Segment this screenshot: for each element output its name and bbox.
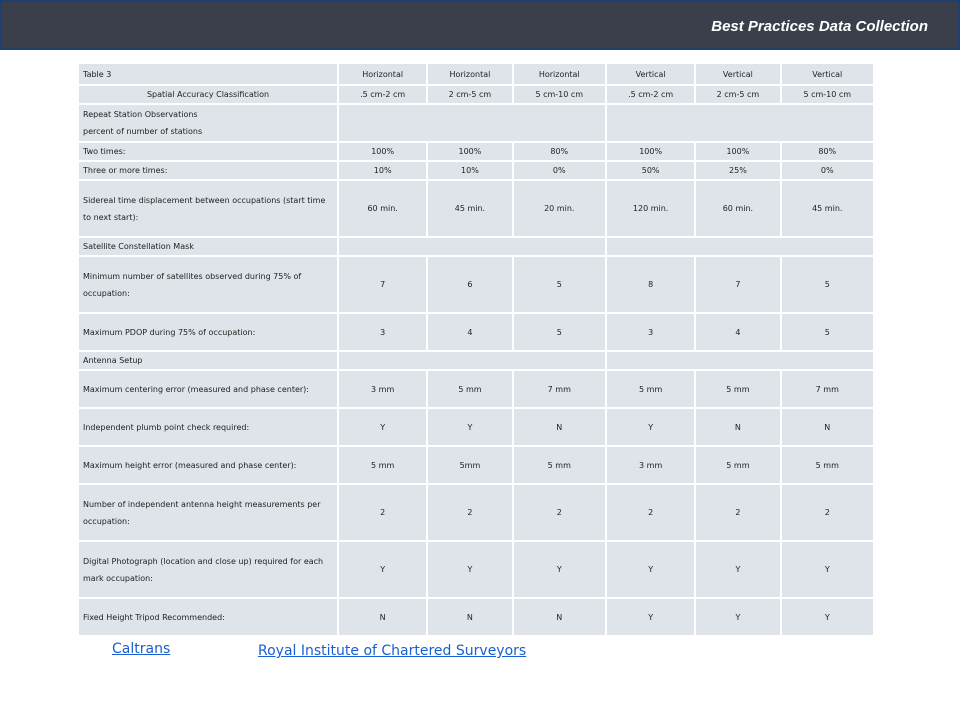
table-cell: 5 xyxy=(513,313,606,351)
table-cell: 7 mm xyxy=(513,370,606,408)
table-cell xyxy=(606,237,874,256)
table-header-row xyxy=(78,63,874,85)
table-cell: Sidereal time displacement between occupations (start time to next start): xyxy=(78,180,338,237)
rics-link[interactable]: Royal Institute of Chartered Surveyors xyxy=(258,643,527,659)
table-cell: 5 mm xyxy=(513,446,606,484)
table-row xyxy=(78,541,874,598)
table-cell: 7 xyxy=(695,256,780,313)
table-cell: Table 3 xyxy=(78,63,338,85)
table-cell: 3 xyxy=(606,313,695,351)
table-cell: 5 mm xyxy=(695,370,780,408)
table-cell: 100% xyxy=(427,142,512,161)
table-cell: 0% xyxy=(513,161,606,180)
table-cell: N xyxy=(695,408,780,446)
table-cell: 6 xyxy=(427,256,512,313)
table-cell: Y xyxy=(695,541,780,598)
table-cell: Digital Photograph (location and close up) required for each mark occupation: xyxy=(78,541,338,598)
data-table xyxy=(77,62,875,637)
table-cell: 5 mm xyxy=(781,446,874,484)
table-cell: 5 mm xyxy=(427,370,512,408)
table-cell: Maximum PDOP during 75% of occupation: xyxy=(78,313,338,351)
table-row xyxy=(78,598,874,636)
table-cell: N xyxy=(513,598,606,636)
table-row xyxy=(78,142,874,161)
section-title: Antenna Setup xyxy=(78,351,338,370)
table-cell: Horizontal xyxy=(427,63,512,85)
table-cell: Horizontal xyxy=(338,63,427,85)
table-cell: Y xyxy=(338,541,427,598)
table-cell: 60 min. xyxy=(338,180,427,237)
table-header-row xyxy=(78,85,874,104)
table-cell: Vertical xyxy=(781,63,874,85)
table-cell: Number of independent antenna height measurements per occupation: xyxy=(78,484,338,541)
table-cell: 2 xyxy=(338,484,427,541)
table-cell: 2 cm-5 cm xyxy=(427,85,512,104)
table-cell: Fixed Height Tripod Recommended: xyxy=(78,598,338,636)
table-cell: 2 xyxy=(427,484,512,541)
table-cell: 7 xyxy=(338,256,427,313)
table-cell: 2 xyxy=(781,484,874,541)
table-cell xyxy=(338,237,606,256)
table-cell: 2 xyxy=(695,484,780,541)
table-cell xyxy=(338,351,606,370)
table-cell: 20 min. xyxy=(513,180,606,237)
table-cell: 4 xyxy=(427,313,512,351)
table-cell: 8 xyxy=(606,256,695,313)
table-cell: 5 xyxy=(781,313,874,351)
table-cell: 5 mm xyxy=(695,446,780,484)
table-cell: 3 xyxy=(338,313,427,351)
table-cell: Minimum number of satellites observed during 75% of occupation: xyxy=(78,256,338,313)
table-cell: Maximum centering error (measured and phase center): xyxy=(78,370,338,408)
section-row xyxy=(78,104,874,142)
table-row xyxy=(78,180,874,237)
header-title: Best Practices Data Collection xyxy=(711,18,928,35)
table-cell: Independent plumb point check required: xyxy=(78,408,338,446)
table-cell: 100% xyxy=(338,142,427,161)
table-cell: Maximum height error (measured and phase center): xyxy=(78,446,338,484)
table-cell: 10% xyxy=(338,161,427,180)
table-cell: N xyxy=(781,408,874,446)
caltrans-link[interactable]: Caltrans xyxy=(112,641,171,657)
table-cell: 25% xyxy=(695,161,780,180)
table-row xyxy=(78,256,874,313)
table-cell: Y xyxy=(695,598,780,636)
table-cell: 5 xyxy=(513,256,606,313)
table-cell: Y xyxy=(781,541,874,598)
table-cell: 100% xyxy=(606,142,695,161)
section-row xyxy=(78,351,874,370)
table-cell: Three or more times: xyxy=(78,161,338,180)
table-cell: Y xyxy=(427,408,512,446)
table-cell: 2 xyxy=(606,484,695,541)
table-cell: 60 min. xyxy=(695,180,780,237)
table-cell: Y xyxy=(338,408,427,446)
table-row xyxy=(78,446,874,484)
table-cell: N xyxy=(338,598,427,636)
table-cell: Vertical xyxy=(695,63,780,85)
table-cell: 100% xyxy=(695,142,780,161)
table-cell: Vertical xyxy=(606,63,695,85)
table-cell: 45 min. xyxy=(427,180,512,237)
table-cell: 2 cm-5 cm xyxy=(695,85,780,104)
table-cell: 45 min. xyxy=(781,180,874,237)
table-cell: 10% xyxy=(427,161,512,180)
table-cell: 120 min. xyxy=(606,180,695,237)
table-row xyxy=(78,484,874,541)
section-subtitle: percent of number of stations xyxy=(83,127,203,136)
table-cell: 5 xyxy=(781,256,874,313)
table-cell: 2 xyxy=(513,484,606,541)
table-cell: 80% xyxy=(781,142,874,161)
table-cell: N xyxy=(513,408,606,446)
table-cell xyxy=(606,104,874,142)
header-bar xyxy=(0,0,960,50)
section-title: Repeat Station Observations xyxy=(83,110,198,119)
table-row xyxy=(78,161,874,180)
table-cell: 4 xyxy=(695,313,780,351)
table-cell: Y xyxy=(781,598,874,636)
table-cell xyxy=(338,104,606,142)
table-cell: Y xyxy=(606,408,695,446)
section-title: Satellite Constellation Mask xyxy=(78,237,338,256)
section-row xyxy=(78,237,874,256)
table-cell: Two times: xyxy=(78,142,338,161)
table-cell: .5 cm-2 cm xyxy=(606,85,695,104)
table-cell: 3 mm xyxy=(338,370,427,408)
table-cell: Y xyxy=(427,541,512,598)
table-cell: Y xyxy=(513,541,606,598)
table-cell: 5 mm xyxy=(338,446,427,484)
table-row xyxy=(78,408,874,446)
table-cell: 3 mm xyxy=(606,446,695,484)
table-cell: 50% xyxy=(606,161,695,180)
table-cell xyxy=(606,351,874,370)
table-cell: 80% xyxy=(513,142,606,161)
table-cell: Y xyxy=(606,541,695,598)
table-cell: 5 cm-10 cm xyxy=(781,85,874,104)
table-cell: 5 mm xyxy=(606,370,695,408)
table-cell: N xyxy=(427,598,512,636)
table-cell: Y xyxy=(606,598,695,636)
table-cell xyxy=(78,104,338,142)
table-cell: 0% xyxy=(781,161,874,180)
table-row xyxy=(78,370,874,408)
table-cell: 7 mm xyxy=(781,370,874,408)
table-cell: .5 cm-2 cm xyxy=(338,85,427,104)
table-row xyxy=(78,313,874,351)
table-cell: Spatial Accuracy Classification xyxy=(78,85,338,104)
table-cell: 5mm xyxy=(427,446,512,484)
table-cell: Horizontal xyxy=(513,63,606,85)
table-cell: 5 cm-10 cm xyxy=(513,85,606,104)
